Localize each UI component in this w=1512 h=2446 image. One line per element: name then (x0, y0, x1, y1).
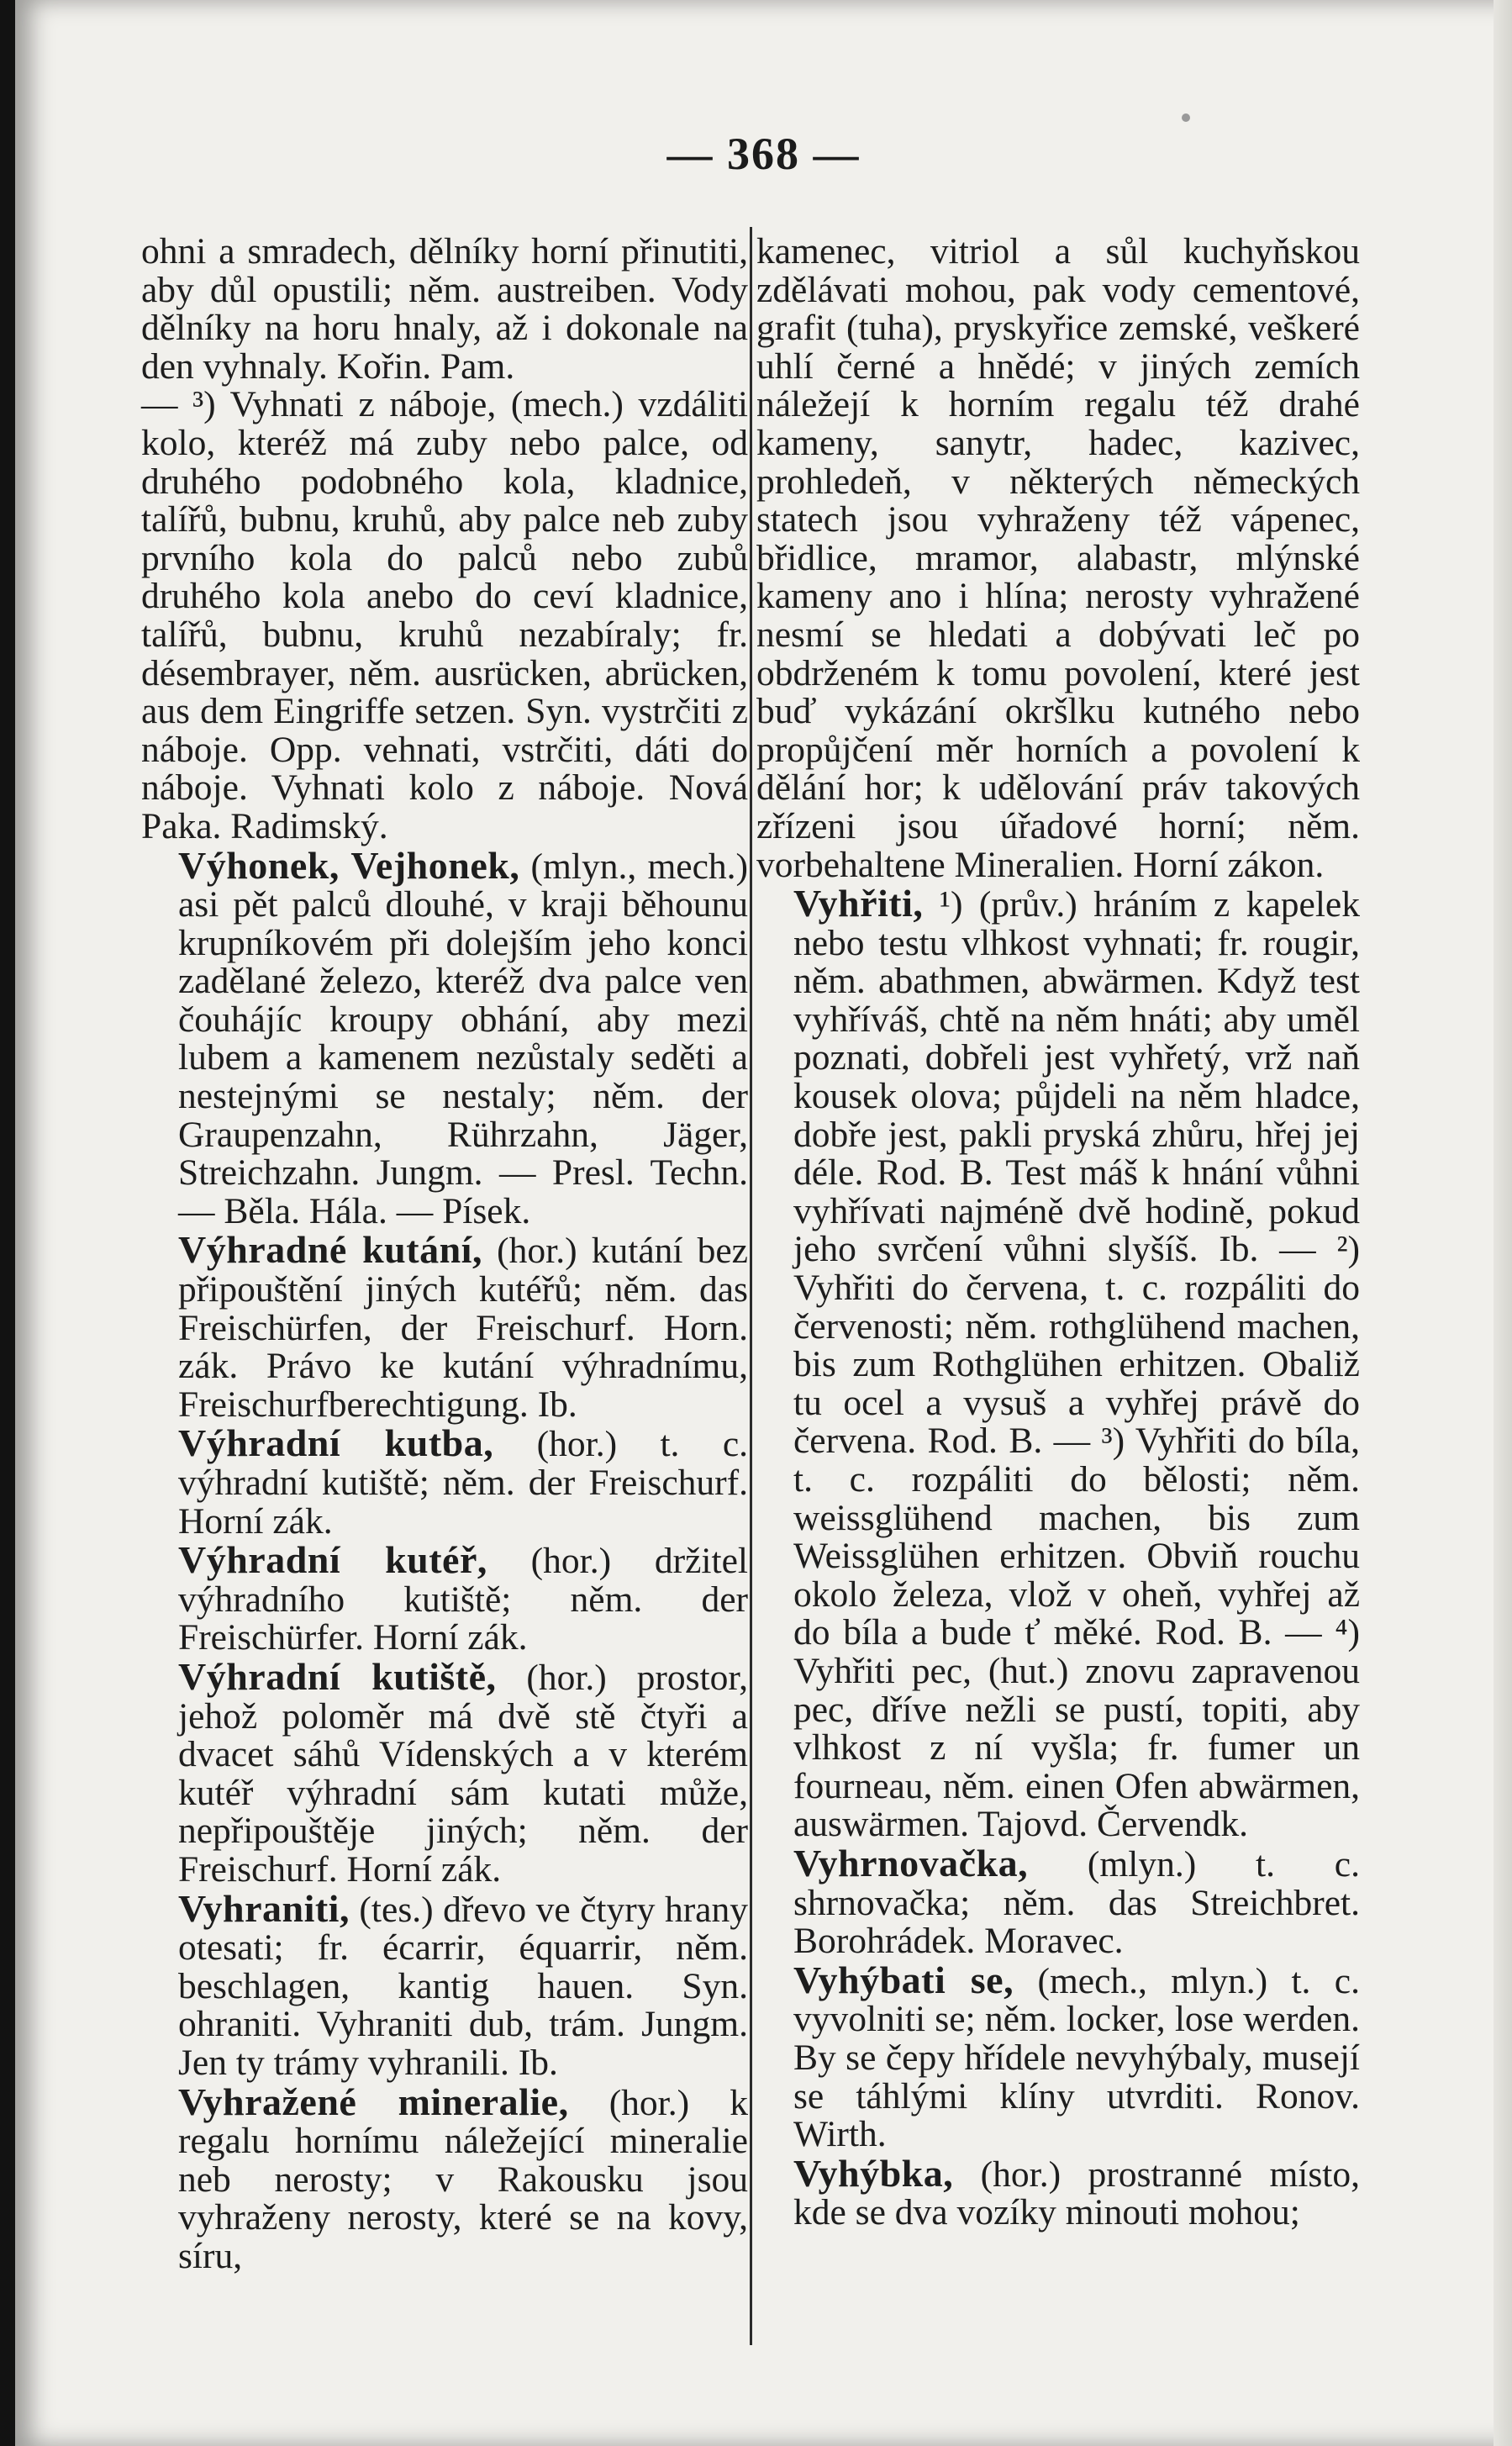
entry-term: Vyhřiti, (793, 882, 924, 925)
entry-continuation: ohni a smradech, dělníky horní přinutiti, aby důl opustili; něm. austreiben. Vody dělníky na horu hnaly, až i dokonale na den vyhnaly. Kořin. Pam. (141, 231, 748, 387)
entry-vyhrazene-mineralie: Vyhražené mineralie, (hor.) k regalu hornímu náležející mineralie neb nerosty; v Rakousku jsou vyhraženy nerosty, které se na kovy, síru, (178, 2080, 749, 2276)
page-edge (1494, 0, 1512, 2446)
entry-continuation: kamenec, vitriol a sůl kuchyňskou zdělávati mohou, pak vody cementové, grafit (tuha), pryskyřice zemské, veškeré uhlí černé a hnědé; v jiných zemích náležejí k horním regalu též drahé kameny, sanytr, hadec, kazivec, prohledeň, v některých německých statech jsou vyhraženy též vápenec, břidlice, mramor, alabastr, mlýnské kameny ano i hlína; nerosty vyhražené nesmí se hledati a dobývati leč po obdrženém k tomu povolení, které jest buď vykázání okršlku kutného nebo propůjčení měr horních a povolení k dělání hor; k udělování práv takových zřízeni jsou úřadové horní; něm. vorbehaltene Mineralien. Horní zákon. (756, 231, 1360, 885)
entry-vyhrnovacka: Vyhrnovačka, (mlyn.) t. c. shrnovačka; něm. das Streichbret. Borohrádek. Moravec. (793, 1841, 1360, 1962)
dictionary-page (15, 0, 1512, 2446)
entry-vyhraniti: Vyhraniti, (tes.) dřevo ve čtyry hrany otesati; fr. écarrir, équarrir, něm. beschlagen, kantig hauen. Syn. ohraniti. Vyhraniti dub, trám. Jungm. Jen ty trámy vyhranili. Ib. (178, 1886, 748, 2083)
entry-term: Výhradní kutéř, (178, 1538, 487, 1582)
page-number: — 368 — (666, 129, 861, 179)
left-column (141, 233, 748, 2275)
entry-vyhriti: Vyhřiti, ¹) (prův.) hráním z kapelek nebo testu vlhkost vyhnati; fr. rougir, něm. abathmen, abwärmen. Když test vyhříváš, chtě na něm hnáti; aby uměl poznati, dobřeli jest vyhřetý, vrž naň kousek olova; půjdeli na něm hladce, dobře jest, pakli pryská zhůru, hřej jej déle. Rod. B. Test máš k hnání vůhni vyhřívati najméně dvě hodině, pokud jeho svrčení vůhni slyšíš. Ib. — ²) Vyhřiti do červena, t. c. rozpáliti do červenosti; něm. rothglühend machen, bis zum Rothglühen erhitzen. Obaliž tu ocel a vysuš a vyhřej právě do červena. Rod. B. — ³) Vyhřiti do bíla, t. c. rozpáliti do bělosti; něm. weissglühend machen, bis zum Weissglühen erhitzen. Obviň rouchu okolo železa, vlož v oheň, vyhřej až do bíla a bude ť měké. Rod. B. — ⁴) Vyhřiti pec, (hut.) znovu zapravenou pec, dříve nežli se pustí, topiti, aby vlhkost z ní vyšla; fr. fumer un fourneau, něm. einen Ofen abwärmen, auswärmen. Tajovd. Červendk. (793, 882, 1360, 1845)
entry-vyhradni-kuter: Výhradní kutéř, (hor.) držitel výhradního kutiště; něm. der Freischürfer. Horní zák. (178, 1538, 748, 1658)
right-column (756, 233, 1360, 2233)
entry-vyhybka: Vyhýbka, (hor.) prostranné místo, kde se dva vozíky minouti mohou; (793, 2151, 1360, 2233)
entry-vyhnati-z-naboje: — ³) Vyhnati z náboje, (mech.) vzdáliti kolo, kteréž má zuby nebo palce, od druhého podobného kola, kladnice, talířů, bubnu, kruhů, aby palce neb zuby prvního kola do palců nebo zubů druhého kola anebo do ceví kladnice, talířů, bubnu, kruhů nezabíraly; fr. désembrayer, něm. ausrücken, abrücken, aus dem Eingriffe setzen. Syn. vystrčiti z náboje. Opp. vehnati, vstrčiti, dáti do náboje. Vyhnati kolo z náboje. Nová Paka. Radimský. (141, 384, 748, 846)
entry-term: Vyhýbati se, (793, 1958, 1014, 2001)
entry-vyhradne-kutani: Výhradné kutání, (hor.) kutání bez připouštění jiných kutéřů; něm. das Freischürfen, der Freischurf. Horn. zák. Právo ke kutání výhradnímu, Freischurfberechtigung. Ib. (178, 1228, 748, 1425)
entry-term: Vyhraniti, (178, 1886, 350, 1930)
paper-speck (1182, 113, 1190, 122)
entry-term: Výhradné kutání, (178, 1228, 482, 1272)
column-divider (750, 227, 752, 2345)
entry-term: Vyhražené mineralie, (178, 2080, 569, 2123)
entry-term: Výhonek, Vejhonek, (178, 843, 520, 887)
entry-term: Výhradní kutba, (178, 1421, 494, 1465)
entry-term: Výhradní kutiště, (178, 1654, 497, 1698)
entry-vyhonek: Výhonek, Vejhonek, (mlyn., mech.) asi pět palců dlouhé, v kraji běhounu krupníkovém při dolejším jeho konci zadělané železo, kteréž dva palce ven čouhájíc kroupy obhání, aby mezi lubem a kamenem nezůstaly seděti a nestejnými se nestaly; něm. der Graupenzahn, Rührzahn, Jäger, Streichzahn. Jungm. — Presl. Techn. — Běla. Hála. — Písek. (178, 843, 748, 1231)
entry-term: Vyhýbka, (793, 2151, 954, 2195)
entry-vyhybati-se: Vyhýbati se, (mech., mlyn.) t. c. vyvolniti se; něm. locker, lose werden. By se čepy hřídele nevyhýbaly, musejí se táhlými klíny utvrditi. Ronov. Wirth. (793, 1958, 1360, 2155)
entry-vyhradni-kutba: Výhradní kutba, (hor.) t. c. výhradní kutiště; něm. der Freischurf. Horní zák. (178, 1421, 748, 1542)
entry-term: Vyhrnovačka, (793, 1841, 1029, 1885)
entry-vyhradni-kutiste: Výhradní kutiště, (hor.) prostor, jehož poloměr má dvě stě čtyři a dvacet sáhů Vídenských a v kterém kutéř výhradní sám kutati může, nepřipouštěje jiných; něm. der Freischurf. Horní zák. (178, 1654, 748, 1890)
